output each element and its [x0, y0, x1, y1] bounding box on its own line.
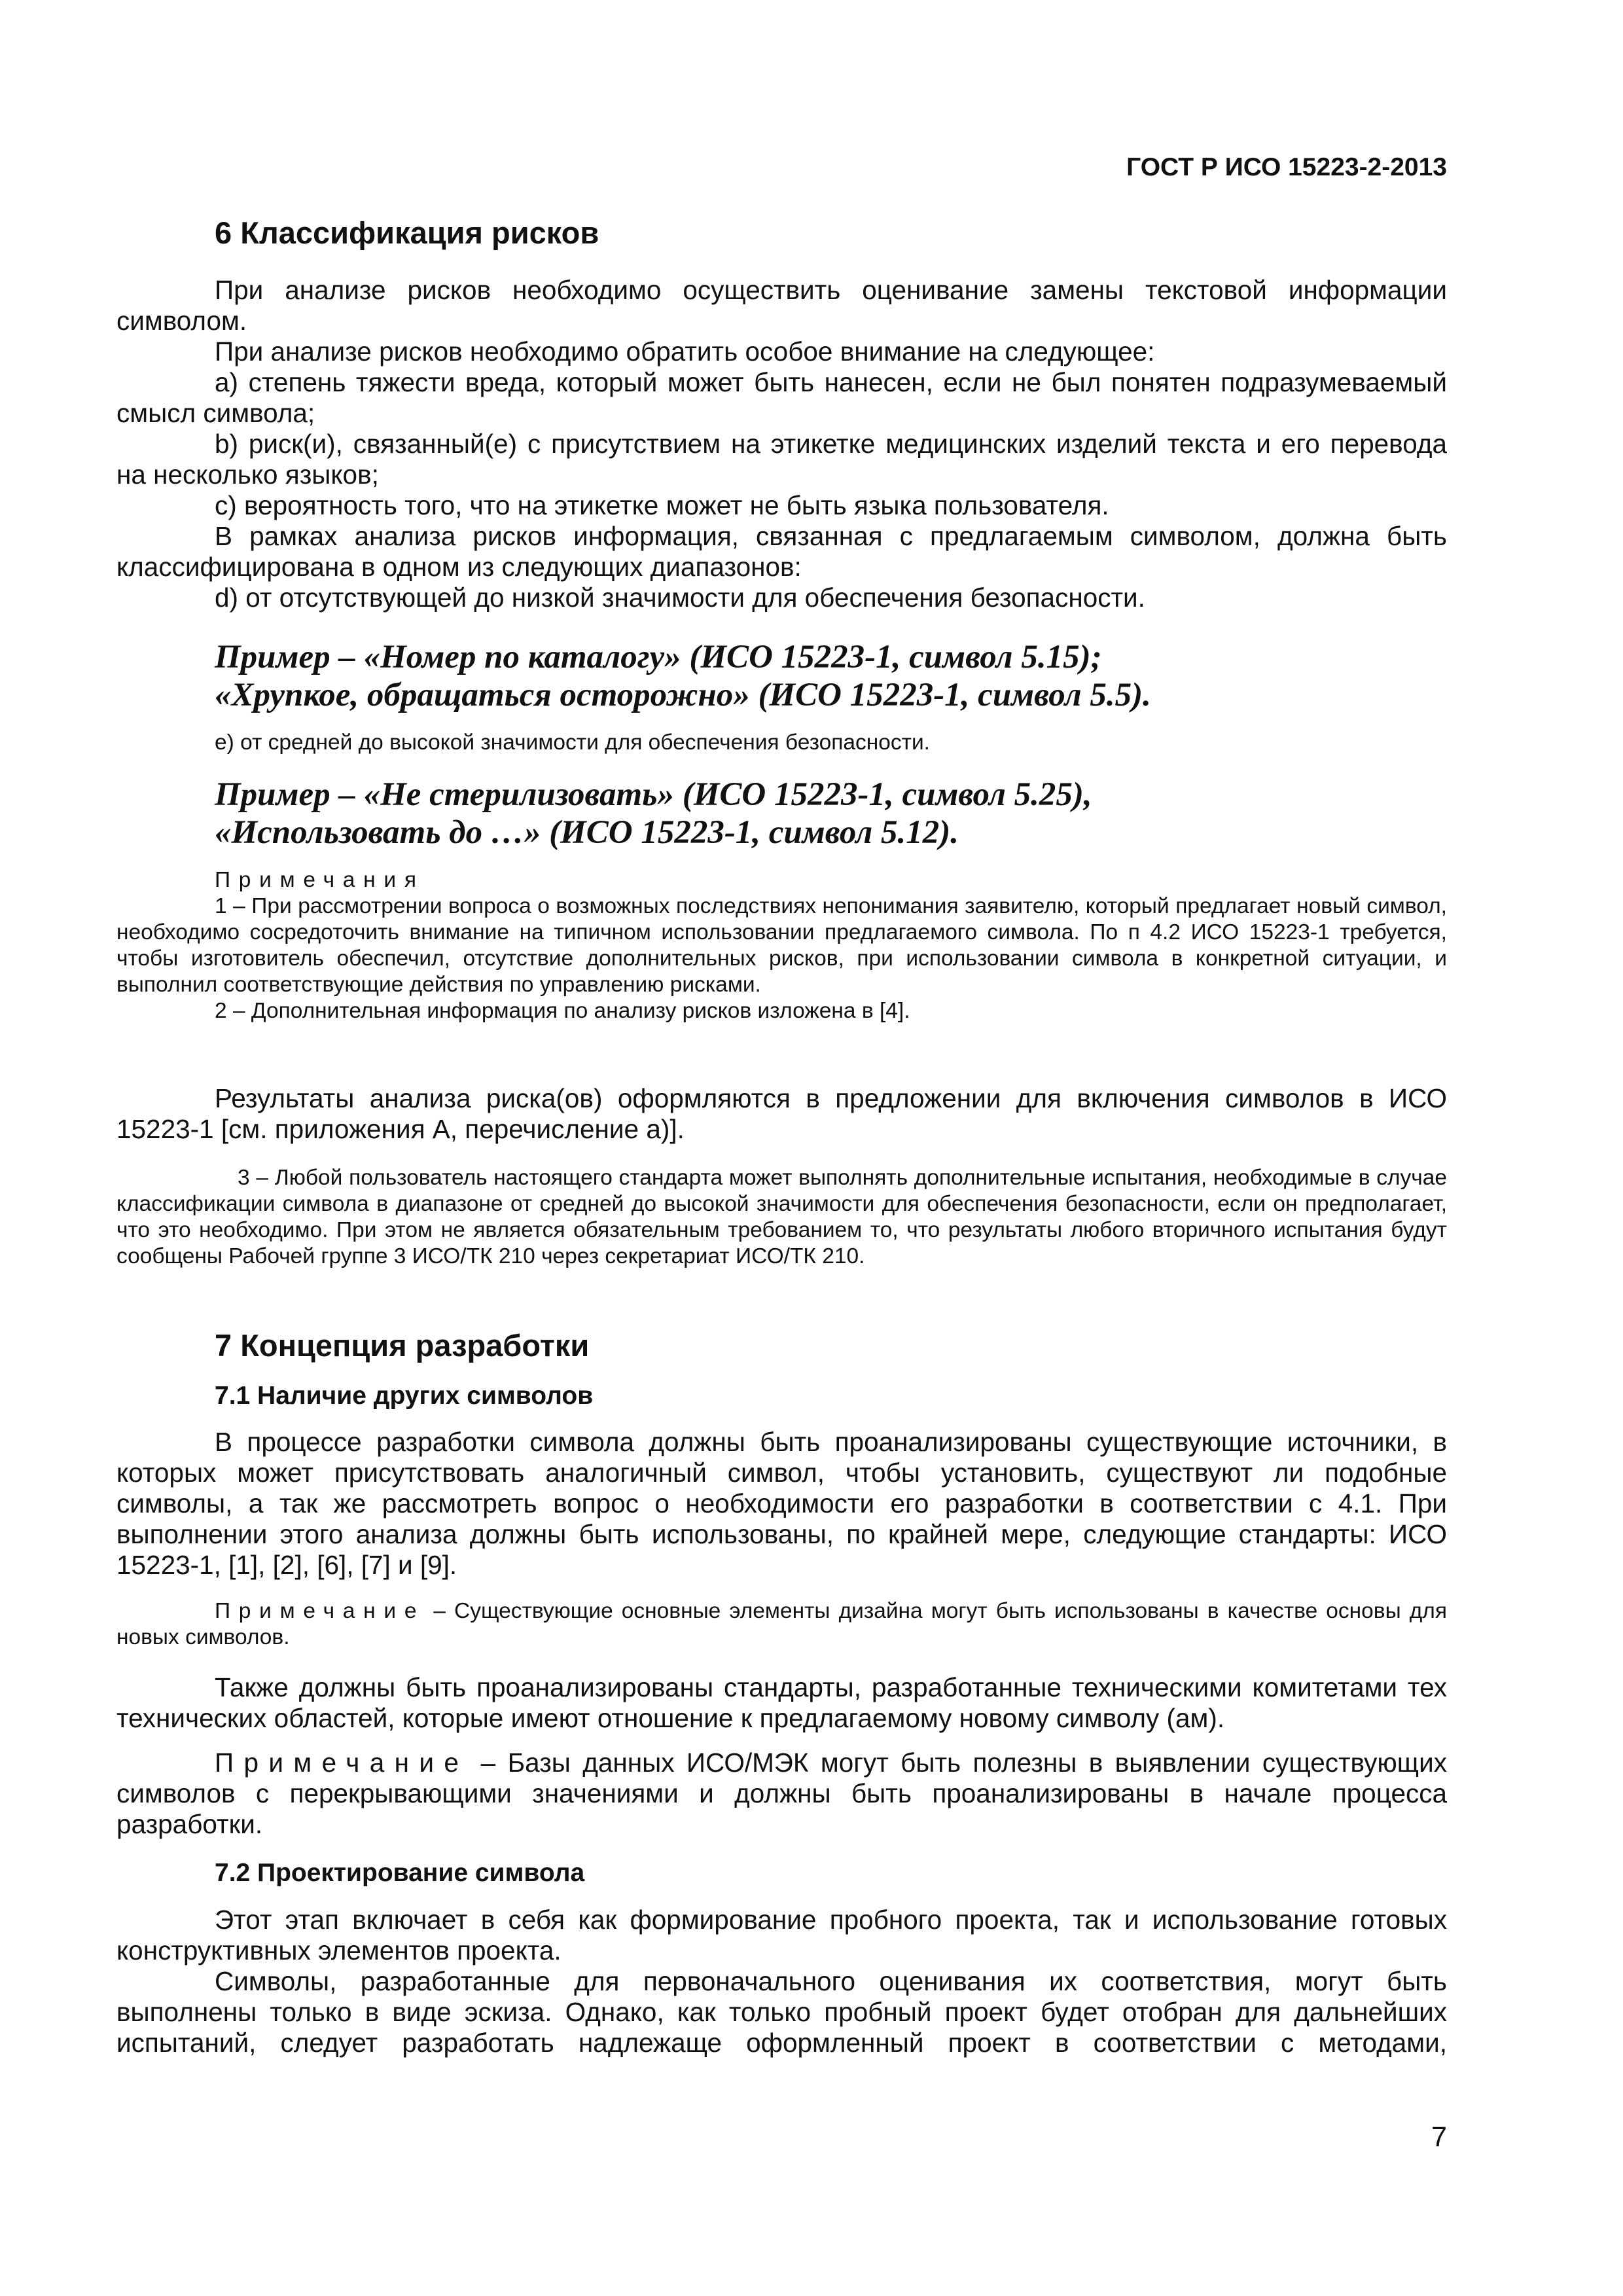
- section-7-title: 7 Концепция разработки: [215, 1328, 590, 1363]
- paragraph-trial-project: Этот этап включает в себя как формирование пробного проекта, так и использование готовых конструктивных элементов проекта.: [116, 1905, 1447, 1965]
- note-label: Примечание: [215, 1599, 425, 1623]
- note-2: 2 – Дополнительная информация по анализу рисков изложена в [4].: [215, 999, 910, 1023]
- notes-block: [116, 867, 1447, 1024]
- item-e-block: [116, 730, 1447, 756]
- note-design-block: [116, 1598, 1447, 1651]
- note-design-elements: [116, 1598, 1447, 1651]
- example-2-line-1: Пример – «Не стерилизовать» (ИСО 15223-1, символ 5.25),: [215, 776, 1092, 813]
- list-item-c: с) вероятность того, что на этикетке может не быть языка пользователя.: [215, 490, 1109, 520]
- subsection-7-1-title: 7.1 Наличие других символов: [215, 1382, 594, 1410]
- note-databases: [116, 1748, 1447, 1840]
- notes-heading: Примечания: [215, 868, 425, 892]
- example-1: [215, 638, 1151, 714]
- paragraph-risk-analysis: При анализе рисков необходимо осуществить оценивание замены текстовой информации символом.: [116, 275, 1447, 336]
- list-item-d: d) от отсутствующей до низкой значимости для обеспечения безопасности.: [215, 583, 1145, 613]
- paragraph-classification: В рамках анализа рисков информация, связанная с предлагаемым символом, должна быть классифицирована в одном из следующих диапазонов:: [116, 521, 1447, 582]
- paragraph-results: Результаты анализа риска(ов) оформляются в предложении для включения символов в ИСО 15223-1 [см. приложения А, перечисление а)].: [116, 1083, 1447, 1144]
- paragraph-standards: Также должны быть проанализированы стандарты, разработанные техническими комитетами тех технических областей, которые имеют отношение к предлагаемому новому символу (ам).: [116, 1672, 1447, 1733]
- document-code: ГОСТ Р ИСО 15223-2-2013: [1126, 153, 1447, 181]
- paragraph-existing-sources: В процессе разработки символа должны быть проанализированы существующие источники, в которых может присутствовать аналогичный символ, чтобы установить, существуют ли подобные символы, а так же рассмотреть вопрос о необходимости его разработки в соответствии с 4.1. При выполнении этого анализа должны быть использованы, по крайней мере, следующие стандарты: ИСО 15223-1, [1], [2], [6], [7] и [9].: [116, 1427, 1447, 1580]
- paragraph-sketch: Символы, разработанные для первоначального оценивания их соответствия, могут быть выполнены только в виде эскиза. Однако, как только пробный проект будет отобран для дальнейших испытаний, следует разработать надлежаще оформленный проект в соответствии с методами,: [116, 1966, 1447, 2058]
- standards-block: [116, 1672, 1447, 1734]
- section-6-title: 6 Классификация рисков: [215, 215, 599, 250]
- example-1-line-1: Пример – «Номер по каталогу» (ИСО 15223-1, символ 5.15);: [215, 639, 1102, 675]
- subsection-7-1-text: [116, 1427, 1447, 1581]
- note-design-text: – Существующие основные элементы дизайна могут быть использованы в качестве основы для новых символов.: [116, 1599, 1447, 1649]
- note-3-block: [116, 1165, 1447, 1270]
- example-1-line-2: «Хрупкое, обращаться осторожно» (ИСО 15223-1, символ 5.5).: [215, 677, 1151, 713]
- results-block: [116, 1083, 1447, 1145]
- note-label: Примечание: [215, 1748, 469, 1778]
- list-item-a: а) степень тяжести вреда, который может быть нанесен, если не был понятен подразумеваемый смысл символа;: [116, 367, 1447, 428]
- note-databases-text: – Базы данных ИСО/МЭК могут быть полезны в выявлении существующих символов с перекрывающими значениями и должны быть проанализированы в начале процесса разработки.: [116, 1748, 1447, 1839]
- note-3: 3 – Любой пользователь настоящего стандарта может выполнять дополнительные испытания, необходимые в случае классификации символа в диапазоне от средней до высокой значимости для обеспечения безопасности, если он предполагает, что это необходимо. При этом не является обязательным требованием то, что результаты любого вторичного испытания будут сообщены Рабочей группе 3 ИСО/ТК 210 через секретариат ИСО/ТК 210.: [116, 1166, 1447, 1268]
- list-item-b: b) риск(и), связанный(е) с присутствием на этикетке медицинских изделий текста и его перевода на несколько языков;: [116, 429, 1447, 490]
- example-2: [215, 776, 1092, 852]
- page-number: 7: [1431, 2121, 1447, 2153]
- section-6-text: [116, 275, 1447, 613]
- subsection-7-2-text: [116, 1905, 1447, 2058]
- example-2-line-2: «Использовать до …» (ИСО 15223-1, символ 5.12).: [215, 814, 959, 851]
- paragraph-attention: При анализе рисков необходимо обратить особое внимание на следующее:: [215, 336, 1155, 367]
- list-item-e: е) от средней до высокой значимости для обеспечения безопасности.: [215, 730, 930, 755]
- subsection-7-2-title: 7.2 Проектирование символа: [215, 1859, 585, 1887]
- note-databases-block: [116, 1748, 1447, 1840]
- note-1: 1 – При рассмотрении вопроса о возможных последствиях непонимания заявителю, который предлагает новый символ, необходимо сосредоточить внимание на типичном использовании предлагаемого символа. По п 4.2 ИСО 15223-1 требуется, чтобы изготовитель обеспечил, отсутствие дополнительных рисков, при использовании символа в конкретной ситуации, и выполнил соответствующие действия по управлению рисками.: [116, 894, 1447, 997]
